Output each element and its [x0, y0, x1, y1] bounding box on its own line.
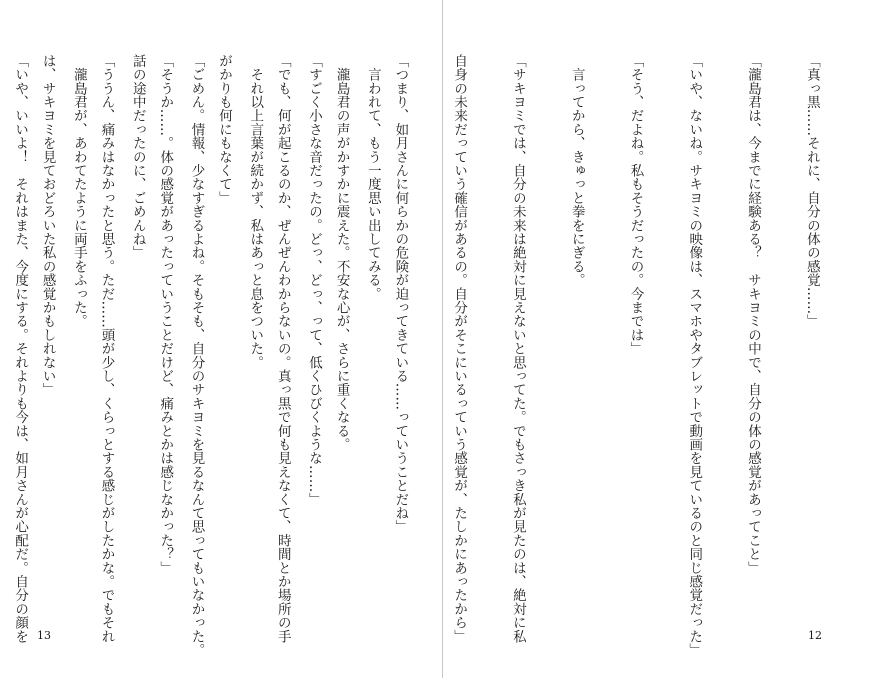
text-line: 「そうか……。体の感覚があったっていうことだけど、痛みとかは感じなかった？」	[157, 54, 174, 575]
text-line: 「でも、何が起こるのか、ぜんぜんわからないの。真っ黒で何も見えなくて、時間とか場所の手	[274, 54, 291, 644]
text-line: 「真っ黒……それに、自分の体の感覚……」	[803, 54, 820, 328]
text-line: は、サキヨミを見ておどろいた私の感覚かもしれない」	[39, 54, 56, 397]
text-line: 「ううん、痛みはなかったと思う。ただ……頭が少し、くらっとする感じがしたかな。でもそれ	[98, 54, 115, 644]
page-number-right: 12	[808, 629, 822, 642]
text-line: 言ってから、きゅっと拳をにぎる。	[568, 54, 585, 287]
page-number-left: 13	[37, 629, 51, 642]
text-line: 「そう、だよね。私もそうだったの。今までは」	[627, 54, 644, 356]
text-line: 言われて、もう一度思い出してみる。	[364, 54, 381, 301]
text-line: 瀧島君の声がかすかに震えた。不安な心が、さらに重くなる。	[333, 54, 350, 452]
text-line: 「すごく小さな音だったの。どっ、どっ、って、低くひびくような……」	[306, 54, 323, 507]
text-line: 話の途中だったのに、ごめんね」	[129, 54, 146, 260]
text-line: 「いや、ないね。サキヨミの映像は、スマホやタブレットで動画を見ているのと同じ感覚だった」	[686, 54, 703, 657]
text-line: 自身の未来だっていう確信があるの。自分がそこにいるっていう感覚が、たしかにあったから」	[451, 54, 468, 644]
text-line: 「ごめん。情報、少なすぎるよね。そもそも、自分のサキヨミを見るなんて思ってもいなかった。	[188, 54, 205, 657]
text-line: 「サキヨミでは、自分の未来は絶対に見えないと思ってた。でもさっき私が見たのは、絶対に私	[509, 54, 526, 644]
text-line: それ以上言葉が続かず、私はあっと息をついた。	[247, 54, 264, 370]
text-line: 「いや、いいよ！ それはまた、今度にする。それよりも今は、如月さんが心配だ。自分の顔を	[12, 54, 29, 644]
text-line: がかりも何にもなくて」	[216, 54, 232, 205]
text-line: 「瀧島君は、今までに経験ある？ サキヨミの中で、自分の体の感覚があってこと」	[745, 54, 762, 575]
text-line: 瀧島君が、あわてたように両手をふった。	[70, 54, 87, 328]
text-line: 「つまり、如月さんに何らかの危険が迫ってきている……っていうことだね」	[392, 54, 409, 534]
